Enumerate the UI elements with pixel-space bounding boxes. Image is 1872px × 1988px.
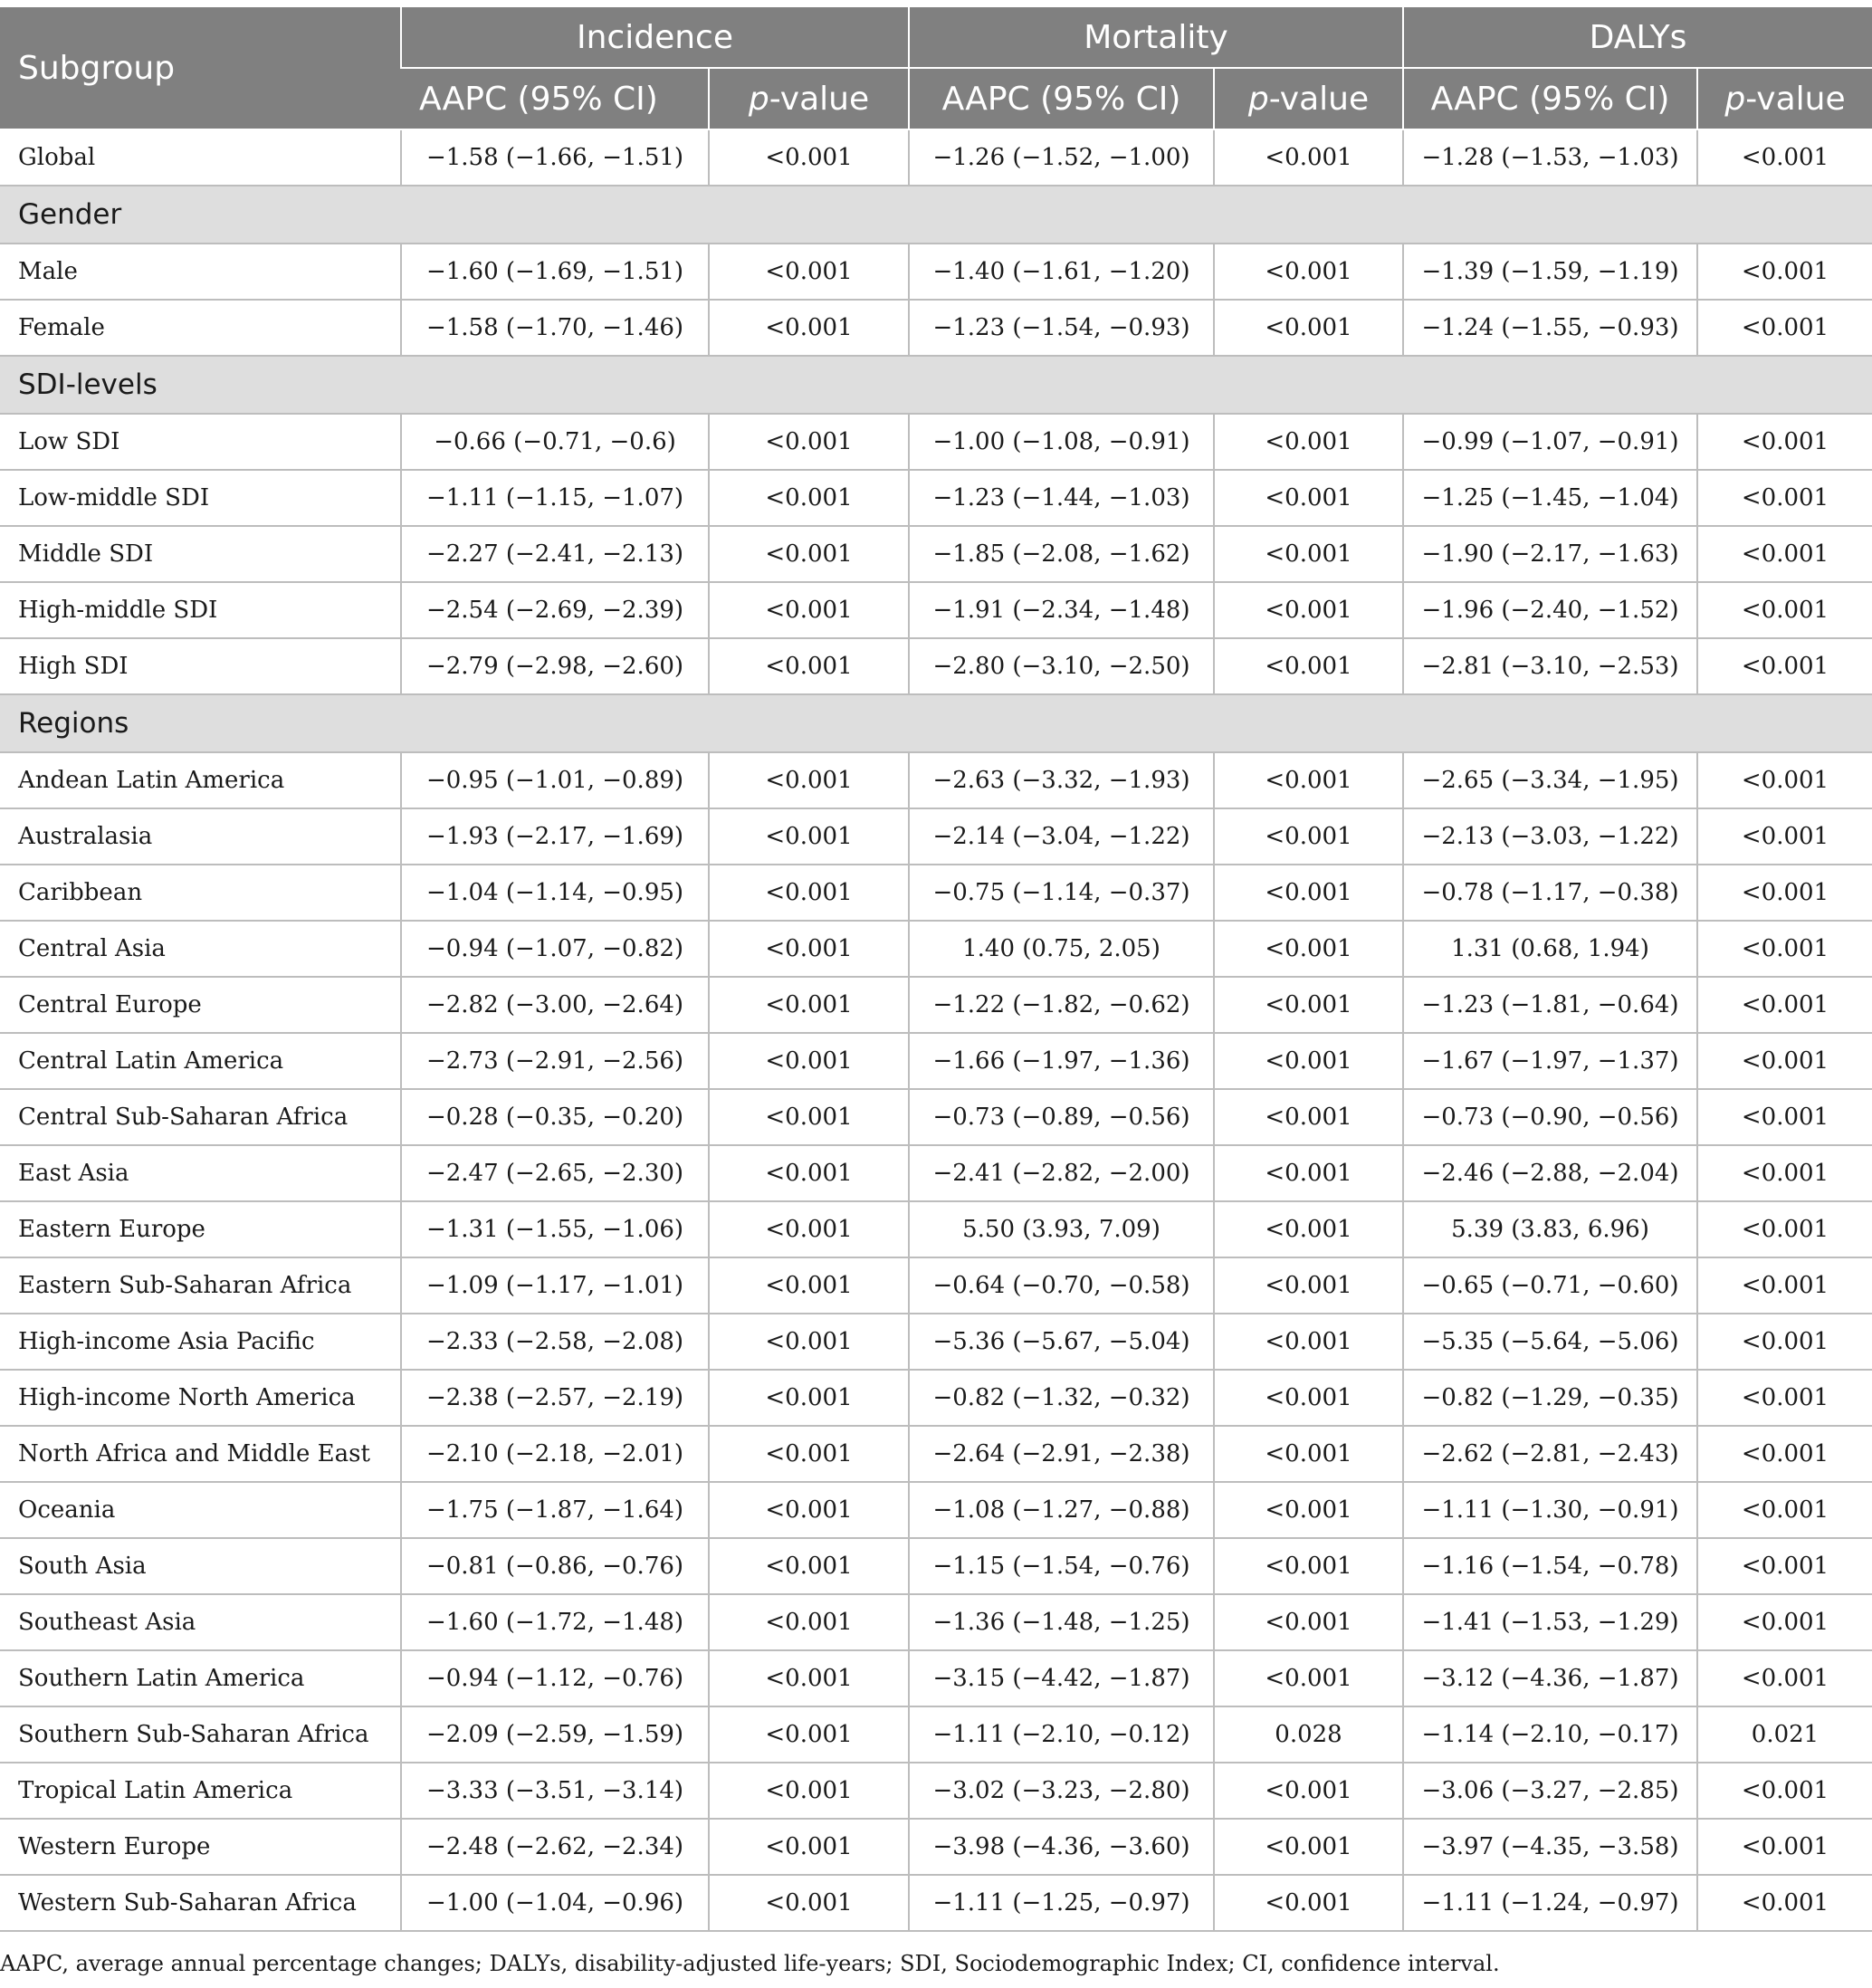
mortality-p-cell: <0.001 <box>1214 1482 1403 1538</box>
mortality-p-cell: 0.028 <box>1214 1706 1403 1763</box>
mortality-aapc-cell: −2.14 (−3.04, −1.22) <box>909 808 1214 865</box>
mortality-p-cell: <0.001 <box>1214 638 1403 694</box>
dalys-aapc-cell: −1.23 (−1.81, −0.64) <box>1403 977 1697 1033</box>
group-label: SDI-levels <box>0 356 1872 414</box>
dalys-p-cell: <0.001 <box>1697 977 1872 1033</box>
mortality-p-cell: <0.001 <box>1214 244 1403 300</box>
mortality-aapc-cell: −5.36 (−5.67, −5.04) <box>909 1314 1214 1370</box>
dalys-p-cell: <0.001 <box>1697 1257 1872 1314</box>
table-row <box>0 1033 1872 1089</box>
group-header-row <box>0 694 1872 752</box>
table-row <box>0 1089 1872 1145</box>
table-row <box>0 300 1872 356</box>
dalys-p-cell: <0.001 <box>1697 1033 1872 1089</box>
dalys-aapc-cell: −0.82 (−1.29, −0.35) <box>1403 1370 1697 1426</box>
mortality-aapc-cell: −2.64 (−2.91, −2.38) <box>909 1426 1214 1482</box>
incidence-p-cell: <0.001 <box>709 1257 909 1314</box>
mortality-p-cell: <0.001 <box>1214 526 1403 582</box>
mortality-aapc-cell: −2.41 (−2.82, −2.00) <box>909 1145 1214 1201</box>
incidence-p-cell: <0.001 <box>709 752 909 808</box>
incidence-aapc-header: AAPC (95% CI) <box>401 68 709 129</box>
subgroup-cell: Andean Latin America <box>0 752 401 808</box>
mortality-aapc-cell: −1.11 (−1.25, −0.97) <box>909 1875 1214 1931</box>
table-row <box>0 1650 1872 1706</box>
mortality-p-cell: <0.001 <box>1214 1257 1403 1314</box>
table-row <box>0 1314 1872 1370</box>
table-row <box>0 1763 1872 1819</box>
incidence-p-cell: <0.001 <box>709 414 909 470</box>
incidence-p-cell: <0.001 <box>709 1033 909 1089</box>
mortality-aapc-cell: −2.63 (−3.32, −1.93) <box>909 752 1214 808</box>
mortality-p-cell: <0.001 <box>1214 752 1403 808</box>
incidence-p-cell: <0.001 <box>709 1763 909 1819</box>
mortality-p-cell: <0.001 <box>1214 1201 1403 1257</box>
mortality-p-cell: <0.001 <box>1214 1314 1403 1370</box>
incidence-p-cell: <0.001 <box>709 921 909 977</box>
incidence-p-cell: <0.001 <box>709 300 909 356</box>
dalys-p-cell: <0.001 <box>1697 470 1872 526</box>
dalys-p-header: p-value <box>1697 68 1872 129</box>
incidence-aapc-cell: −2.27 (−2.41, −2.13) <box>401 526 709 582</box>
table-footnote: AAPC, average annual percentage changes; DALYs, disability-adjusted life-years; SDI, Sociodemographic Index; CI, confidence interval. <box>0 1951 1500 1976</box>
mortality-p-cell: <0.001 <box>1214 865 1403 921</box>
mortality-aapc-cell: −0.64 (−0.70, −0.58) <box>909 1257 1214 1314</box>
dalys-p-cell: 0.021 <box>1697 1706 1872 1763</box>
dalys-aapc-cell: −1.41 (−1.53, −1.29) <box>1403 1594 1697 1650</box>
subgroup-cell: High-income Asia Pacific <box>0 1314 401 1370</box>
subgroup-cell: Low-middle SDI <box>0 470 401 526</box>
table-row <box>0 1201 1872 1257</box>
mortality-aapc-cell: −1.85 (−2.08, −1.62) <box>909 526 1214 582</box>
incidence-p-cell: <0.001 <box>709 808 909 865</box>
group-header-row <box>0 356 1872 414</box>
incidence-aapc-cell: −1.58 (−1.66, −1.51) <box>401 129 709 186</box>
dalys-aapc-cell: 1.31 (0.68, 1.94) <box>1403 921 1697 977</box>
table-row <box>0 1538 1872 1594</box>
dalys-p-cell: <0.001 <box>1697 414 1872 470</box>
subgroup-cell: Southeast Asia <box>0 1594 401 1650</box>
incidence-aapc-cell: −1.04 (−1.14, −0.95) <box>401 865 709 921</box>
mortality-p-cell: <0.001 <box>1214 1819 1403 1875</box>
incidence-aapc-cell: −0.94 (−1.07, −0.82) <box>401 921 709 977</box>
mortality-p-cell: <0.001 <box>1214 1763 1403 1819</box>
incidence-p-cell: <0.001 <box>709 1089 909 1145</box>
incidence-p-cell: <0.001 <box>709 1145 909 1201</box>
subgroup-cell: Oceania <box>0 1482 401 1538</box>
incidence-p-cell: <0.001 <box>709 865 909 921</box>
group-label: Regions <box>0 694 1872 752</box>
subgroup-cell: Eastern Sub-Saharan Africa <box>0 1257 401 1314</box>
incidence-p-cell: <0.001 <box>709 244 909 300</box>
mortality-aapc-cell: −3.98 (−4.36, −3.60) <box>909 1819 1214 1875</box>
subgroup-cell: Male <box>0 244 401 300</box>
dalys-aapc-cell: −0.65 (−0.71, −0.60) <box>1403 1257 1697 1314</box>
incidence-p-cell: <0.001 <box>709 1706 909 1763</box>
incidence-aapc-cell: −2.79 (−2.98, −2.60) <box>401 638 709 694</box>
subgroup-header: Subgroup <box>0 7 401 129</box>
subgroup-cell: Australasia <box>0 808 401 865</box>
incidence-p-cell: <0.001 <box>709 582 909 638</box>
table-row <box>0 977 1872 1033</box>
dalys-aapc-cell: −1.11 (−1.30, −0.91) <box>1403 1482 1697 1538</box>
incidence-p-cell: <0.001 <box>709 1482 909 1538</box>
table-row <box>0 129 1872 186</box>
subgroup-cell: South Asia <box>0 1538 401 1594</box>
incidence-aapc-cell: −0.95 (−1.01, −0.89) <box>401 752 709 808</box>
dalys-p-cell: <0.001 <box>1697 865 1872 921</box>
mortality-p-cell: <0.001 <box>1214 1089 1403 1145</box>
subgroup-cell: High-income North America <box>0 1370 401 1426</box>
mortality-aapc-cell: −1.26 (−1.52, −1.00) <box>909 129 1214 186</box>
dalys-p-cell: <0.001 <box>1697 1650 1872 1706</box>
dalys-aapc-cell: −3.12 (−4.36, −1.87) <box>1403 1650 1697 1706</box>
incidence-header: Incidence <box>401 7 909 68</box>
dalys-p-cell: <0.001 <box>1697 1201 1872 1257</box>
subgroup-cell: Tropical Latin America <box>0 1763 401 1819</box>
mortality-p-cell: <0.001 <box>1214 808 1403 865</box>
mortality-p-cell: <0.001 <box>1214 1594 1403 1650</box>
incidence-aapc-cell: −0.66 (−0.71, −0.6) <box>401 414 709 470</box>
incidence-aapc-cell: −1.00 (−1.04, −0.96) <box>401 1875 709 1931</box>
incidence-aapc-cell: −2.82 (−3.00, −2.64) <box>401 977 709 1033</box>
table-row <box>0 1145 1872 1201</box>
mortality-aapc-cell: −1.91 (−2.34, −1.48) <box>909 582 1214 638</box>
mortality-aapc-cell: −0.82 (−1.32, −0.32) <box>909 1370 1214 1426</box>
mortality-aapc-cell: −1.36 (−1.48, −1.25) <box>909 1594 1214 1650</box>
dalys-p-cell: <0.001 <box>1697 1145 1872 1201</box>
incidence-aapc-cell: −3.33 (−3.51, −3.14) <box>401 1763 709 1819</box>
table-row <box>0 808 1872 865</box>
incidence-aapc-cell: −2.38 (−2.57, −2.19) <box>401 1370 709 1426</box>
table-row <box>0 582 1872 638</box>
table-row <box>0 1594 1872 1650</box>
table-row <box>0 244 1872 300</box>
dalys-p-cell: <0.001 <box>1697 1538 1872 1594</box>
mortality-aapc-cell: −1.11 (−2.10, −0.12) <box>909 1706 1214 1763</box>
dalys-p-cell: <0.001 <box>1697 1314 1872 1370</box>
mortality-p-cell: <0.001 <box>1214 1538 1403 1594</box>
dalys-p-cell: <0.001 <box>1697 244 1872 300</box>
table-row <box>0 1257 1872 1314</box>
table-row <box>0 1819 1872 1875</box>
subgroup-cell: Southern Sub-Saharan Africa <box>0 1706 401 1763</box>
incidence-aapc-cell: −1.31 (−1.55, −1.06) <box>401 1201 709 1257</box>
subgroup-cell: High-middle SDI <box>0 582 401 638</box>
incidence-p-cell: <0.001 <box>709 638 909 694</box>
mortality-p-cell: <0.001 <box>1214 1370 1403 1426</box>
table-row <box>0 1706 1872 1763</box>
table-row <box>0 638 1872 694</box>
incidence-aapc-cell: −2.33 (−2.58, −2.08) <box>401 1314 709 1370</box>
incidence-p-cell: <0.001 <box>709 1819 909 1875</box>
dalys-aapc-cell: −2.62 (−2.81, −2.43) <box>1403 1426 1697 1482</box>
dalys-p-cell: <0.001 <box>1697 300 1872 356</box>
mortality-p-cell: <0.001 <box>1214 1145 1403 1201</box>
dalys-aapc-cell: −1.16 (−1.54, −0.78) <box>1403 1538 1697 1594</box>
mortality-aapc-cell: −1.00 (−1.08, −0.91) <box>909 414 1214 470</box>
incidence-aapc-cell: −2.48 (−2.62, −2.34) <box>401 1819 709 1875</box>
incidence-p-cell: <0.001 <box>709 1538 909 1594</box>
dalys-aapc-cell: −2.81 (−3.10, −2.53) <box>1403 638 1697 694</box>
dalys-aapc-cell: −2.65 (−3.34, −1.95) <box>1403 752 1697 808</box>
subgroup-cell: Global <box>0 129 401 186</box>
mortality-p-cell: <0.001 <box>1214 470 1403 526</box>
mortality-p-cell: <0.001 <box>1214 921 1403 977</box>
table-row <box>0 1370 1872 1426</box>
mortality-aapc-header: AAPC (95% CI) <box>909 68 1214 129</box>
dalys-p-cell: <0.001 <box>1697 638 1872 694</box>
dalys-aapc-cell: −1.24 (−1.55, −0.93) <box>1403 300 1697 356</box>
dalys-header: DALYs <box>1403 7 1872 68</box>
subgroup-cell: Western Europe <box>0 1819 401 1875</box>
subgroup-cell: Eastern Europe <box>0 1201 401 1257</box>
mortality-p-cell: <0.001 <box>1214 977 1403 1033</box>
mortality-header: Mortality <box>909 7 1403 68</box>
dalys-aapc-cell: −3.06 (−3.27, −2.85) <box>1403 1763 1697 1819</box>
incidence-aapc-cell: −1.09 (−1.17, −1.01) <box>401 1257 709 1314</box>
dalys-p-cell: <0.001 <box>1697 1370 1872 1426</box>
incidence-aapc-cell: −2.47 (−2.65, −2.30) <box>401 1145 709 1201</box>
incidence-p-cell: <0.001 <box>709 1426 909 1482</box>
dalys-p-cell: <0.001 <box>1697 808 1872 865</box>
incidence-aapc-cell: −0.81 (−0.86, −0.76) <box>401 1538 709 1594</box>
mortality-aapc-cell: −2.80 (−3.10, −2.50) <box>909 638 1214 694</box>
mortality-aapc-cell: −1.23 (−1.54, −0.93) <box>909 300 1214 356</box>
dalys-p-cell: <0.001 <box>1697 1594 1872 1650</box>
incidence-p-cell: <0.001 <box>709 526 909 582</box>
mortality-aapc-cell: −1.22 (−1.82, −0.62) <box>909 977 1214 1033</box>
mortality-p-cell: <0.001 <box>1214 1033 1403 1089</box>
dalys-aapc-cell: −1.96 (−2.40, −1.52) <box>1403 582 1697 638</box>
mortality-aapc-cell: −1.08 (−1.27, −0.88) <box>909 1482 1214 1538</box>
incidence-aapc-cell: −2.73 (−2.91, −2.56) <box>401 1033 709 1089</box>
dalys-aapc-cell: −3.97 (−4.35, −3.58) <box>1403 1819 1697 1875</box>
table-row <box>0 1875 1872 1931</box>
incidence-p-cell: <0.001 <box>709 1875 909 1931</box>
table-row <box>0 921 1872 977</box>
incidence-p-cell: <0.001 <box>709 1314 909 1370</box>
incidence-p-cell: <0.001 <box>709 470 909 526</box>
mortality-aapc-cell: −1.15 (−1.54, −0.76) <box>909 1538 1214 1594</box>
mortality-aapc-cell: −1.23 (−1.44, −1.03) <box>909 470 1214 526</box>
subgroup-cell: North Africa and Middle East <box>0 1426 401 1482</box>
mortality-p-header: p-value <box>1214 68 1403 129</box>
mortality-p-cell: <0.001 <box>1214 129 1403 186</box>
dalys-p-cell: <0.001 <box>1697 921 1872 977</box>
dalys-aapc-cell: −1.11 (−1.24, −0.97) <box>1403 1875 1697 1931</box>
subgroup-cell: Central Latin America <box>0 1033 401 1089</box>
incidence-aapc-cell: −1.75 (−1.87, −1.64) <box>401 1482 709 1538</box>
mortality-p-cell: <0.001 <box>1214 1650 1403 1706</box>
table-row <box>0 1482 1872 1538</box>
mortality-aapc-cell: 1.40 (0.75, 2.05) <box>909 921 1214 977</box>
incidence-p-cell: <0.001 <box>709 1201 909 1257</box>
dalys-aapc-cell: −1.39 (−1.59, −1.19) <box>1403 244 1697 300</box>
dalys-p-cell: <0.001 <box>1697 1819 1872 1875</box>
dalys-aapc-cell: −0.73 (−0.90, −0.56) <box>1403 1089 1697 1145</box>
dalys-aapc-cell: 5.39 (3.83, 6.96) <box>1403 1201 1697 1257</box>
subgroup-cell: Central Sub-Saharan Africa <box>0 1089 401 1145</box>
dalys-p-cell: <0.001 <box>1697 752 1872 808</box>
incidence-p-cell: <0.001 <box>709 1594 909 1650</box>
incidence-aapc-cell: −2.54 (−2.69, −2.39) <box>401 582 709 638</box>
dalys-p-cell: <0.001 <box>1697 1426 1872 1482</box>
incidence-p-header: p-value <box>709 68 909 129</box>
mortality-aapc-cell: −1.40 (−1.61, −1.20) <box>909 244 1214 300</box>
mortality-aapc-cell: −3.02 (−3.23, −2.80) <box>909 1763 1214 1819</box>
dalys-p-cell: <0.001 <box>1697 582 1872 638</box>
subgroup-cell: East Asia <box>0 1145 401 1201</box>
mortality-p-cell: <0.001 <box>1214 300 1403 356</box>
group-label: Gender <box>0 186 1872 244</box>
dalys-aapc-cell: −2.46 (−2.88, −2.04) <box>1403 1145 1697 1201</box>
table-row <box>0 1426 1872 1482</box>
subgroup-cell: Central Asia <box>0 921 401 977</box>
incidence-p-cell: <0.001 <box>709 1370 909 1426</box>
incidence-aapc-cell: −1.60 (−1.72, −1.48) <box>401 1594 709 1650</box>
dalys-aapc-cell: −2.13 (−3.03, −1.22) <box>1403 808 1697 865</box>
table-row <box>0 470 1872 526</box>
dalys-p-cell: <0.001 <box>1697 1763 1872 1819</box>
dalys-p-cell: <0.001 <box>1697 1089 1872 1145</box>
incidence-aapc-cell: −1.58 (−1.70, −1.46) <box>401 300 709 356</box>
dalys-aapc-header: AAPC (95% CI) <box>1403 68 1697 129</box>
mortality-aapc-cell: −0.73 (−0.89, −0.56) <box>909 1089 1214 1145</box>
table-row <box>0 865 1872 921</box>
subgroup-cell: Southern Latin America <box>0 1650 401 1706</box>
incidence-aapc-cell: −2.09 (−2.59, −1.59) <box>401 1706 709 1763</box>
dalys-aapc-cell: −1.90 (−2.17, −1.63) <box>1403 526 1697 582</box>
incidence-aapc-cell: −1.11 (−1.15, −1.07) <box>401 470 709 526</box>
dalys-aapc-cell: −1.67 (−1.97, −1.37) <box>1403 1033 1697 1089</box>
dalys-aapc-cell: −1.28 (−1.53, −1.03) <box>1403 129 1697 186</box>
dalys-aapc-cell: −5.35 (−5.64, −5.06) <box>1403 1314 1697 1370</box>
aapc-table <box>0 7 1872 1932</box>
incidence-aapc-cell: −2.10 (−2.18, −2.01) <box>401 1426 709 1482</box>
group-header-row <box>0 186 1872 244</box>
table-header <box>0 7 1872 129</box>
incidence-aapc-cell: −1.93 (−2.17, −1.69) <box>401 808 709 865</box>
dalys-p-cell: <0.001 <box>1697 1875 1872 1931</box>
subgroup-cell: Central Europe <box>0 977 401 1033</box>
subgroup-cell: High SDI <box>0 638 401 694</box>
subgroup-cell: Middle SDI <box>0 526 401 582</box>
dalys-p-cell: <0.001 <box>1697 1482 1872 1538</box>
table-body <box>0 129 1872 1931</box>
table-row <box>0 414 1872 470</box>
dalys-aapc-cell: −1.14 (−2.10, −0.17) <box>1403 1706 1697 1763</box>
dalys-aapc-cell: −0.99 (−1.07, −0.91) <box>1403 414 1697 470</box>
dalys-p-cell: <0.001 <box>1697 129 1872 186</box>
subgroup-cell: Female <box>0 300 401 356</box>
dalys-p-cell: <0.001 <box>1697 526 1872 582</box>
incidence-p-cell: <0.001 <box>709 129 909 186</box>
mortality-p-cell: <0.001 <box>1214 414 1403 470</box>
mortality-aapc-cell: 5.50 (3.93, 7.09) <box>909 1201 1214 1257</box>
subgroup-cell: Western Sub-Saharan Africa <box>0 1875 401 1931</box>
incidence-aapc-cell: −0.28 (−0.35, −0.20) <box>401 1089 709 1145</box>
incidence-p-cell: <0.001 <box>709 977 909 1033</box>
mortality-aapc-cell: −0.75 (−1.14, −0.37) <box>909 865 1214 921</box>
mortality-p-cell: <0.001 <box>1214 1426 1403 1482</box>
mortality-aapc-cell: −1.66 (−1.97, −1.36) <box>909 1033 1214 1089</box>
incidence-aapc-cell: −0.94 (−1.12, −0.76) <box>401 1650 709 1706</box>
mortality-aapc-cell: −3.15 (−4.42, −1.87) <box>909 1650 1214 1706</box>
mortality-p-cell: <0.001 <box>1214 582 1403 638</box>
subgroup-cell: Low SDI <box>0 414 401 470</box>
incidence-p-cell: <0.001 <box>709 1650 909 1706</box>
dalys-aapc-cell: −0.78 (−1.17, −0.38) <box>1403 865 1697 921</box>
incidence-aapc-cell: −1.60 (−1.69, −1.51) <box>401 244 709 300</box>
table-row <box>0 526 1872 582</box>
dalys-aapc-cell: −1.25 (−1.45, −1.04) <box>1403 470 1697 526</box>
mortality-p-cell: <0.001 <box>1214 1875 1403 1931</box>
table-row <box>0 752 1872 808</box>
subgroup-cell: Caribbean <box>0 865 401 921</box>
